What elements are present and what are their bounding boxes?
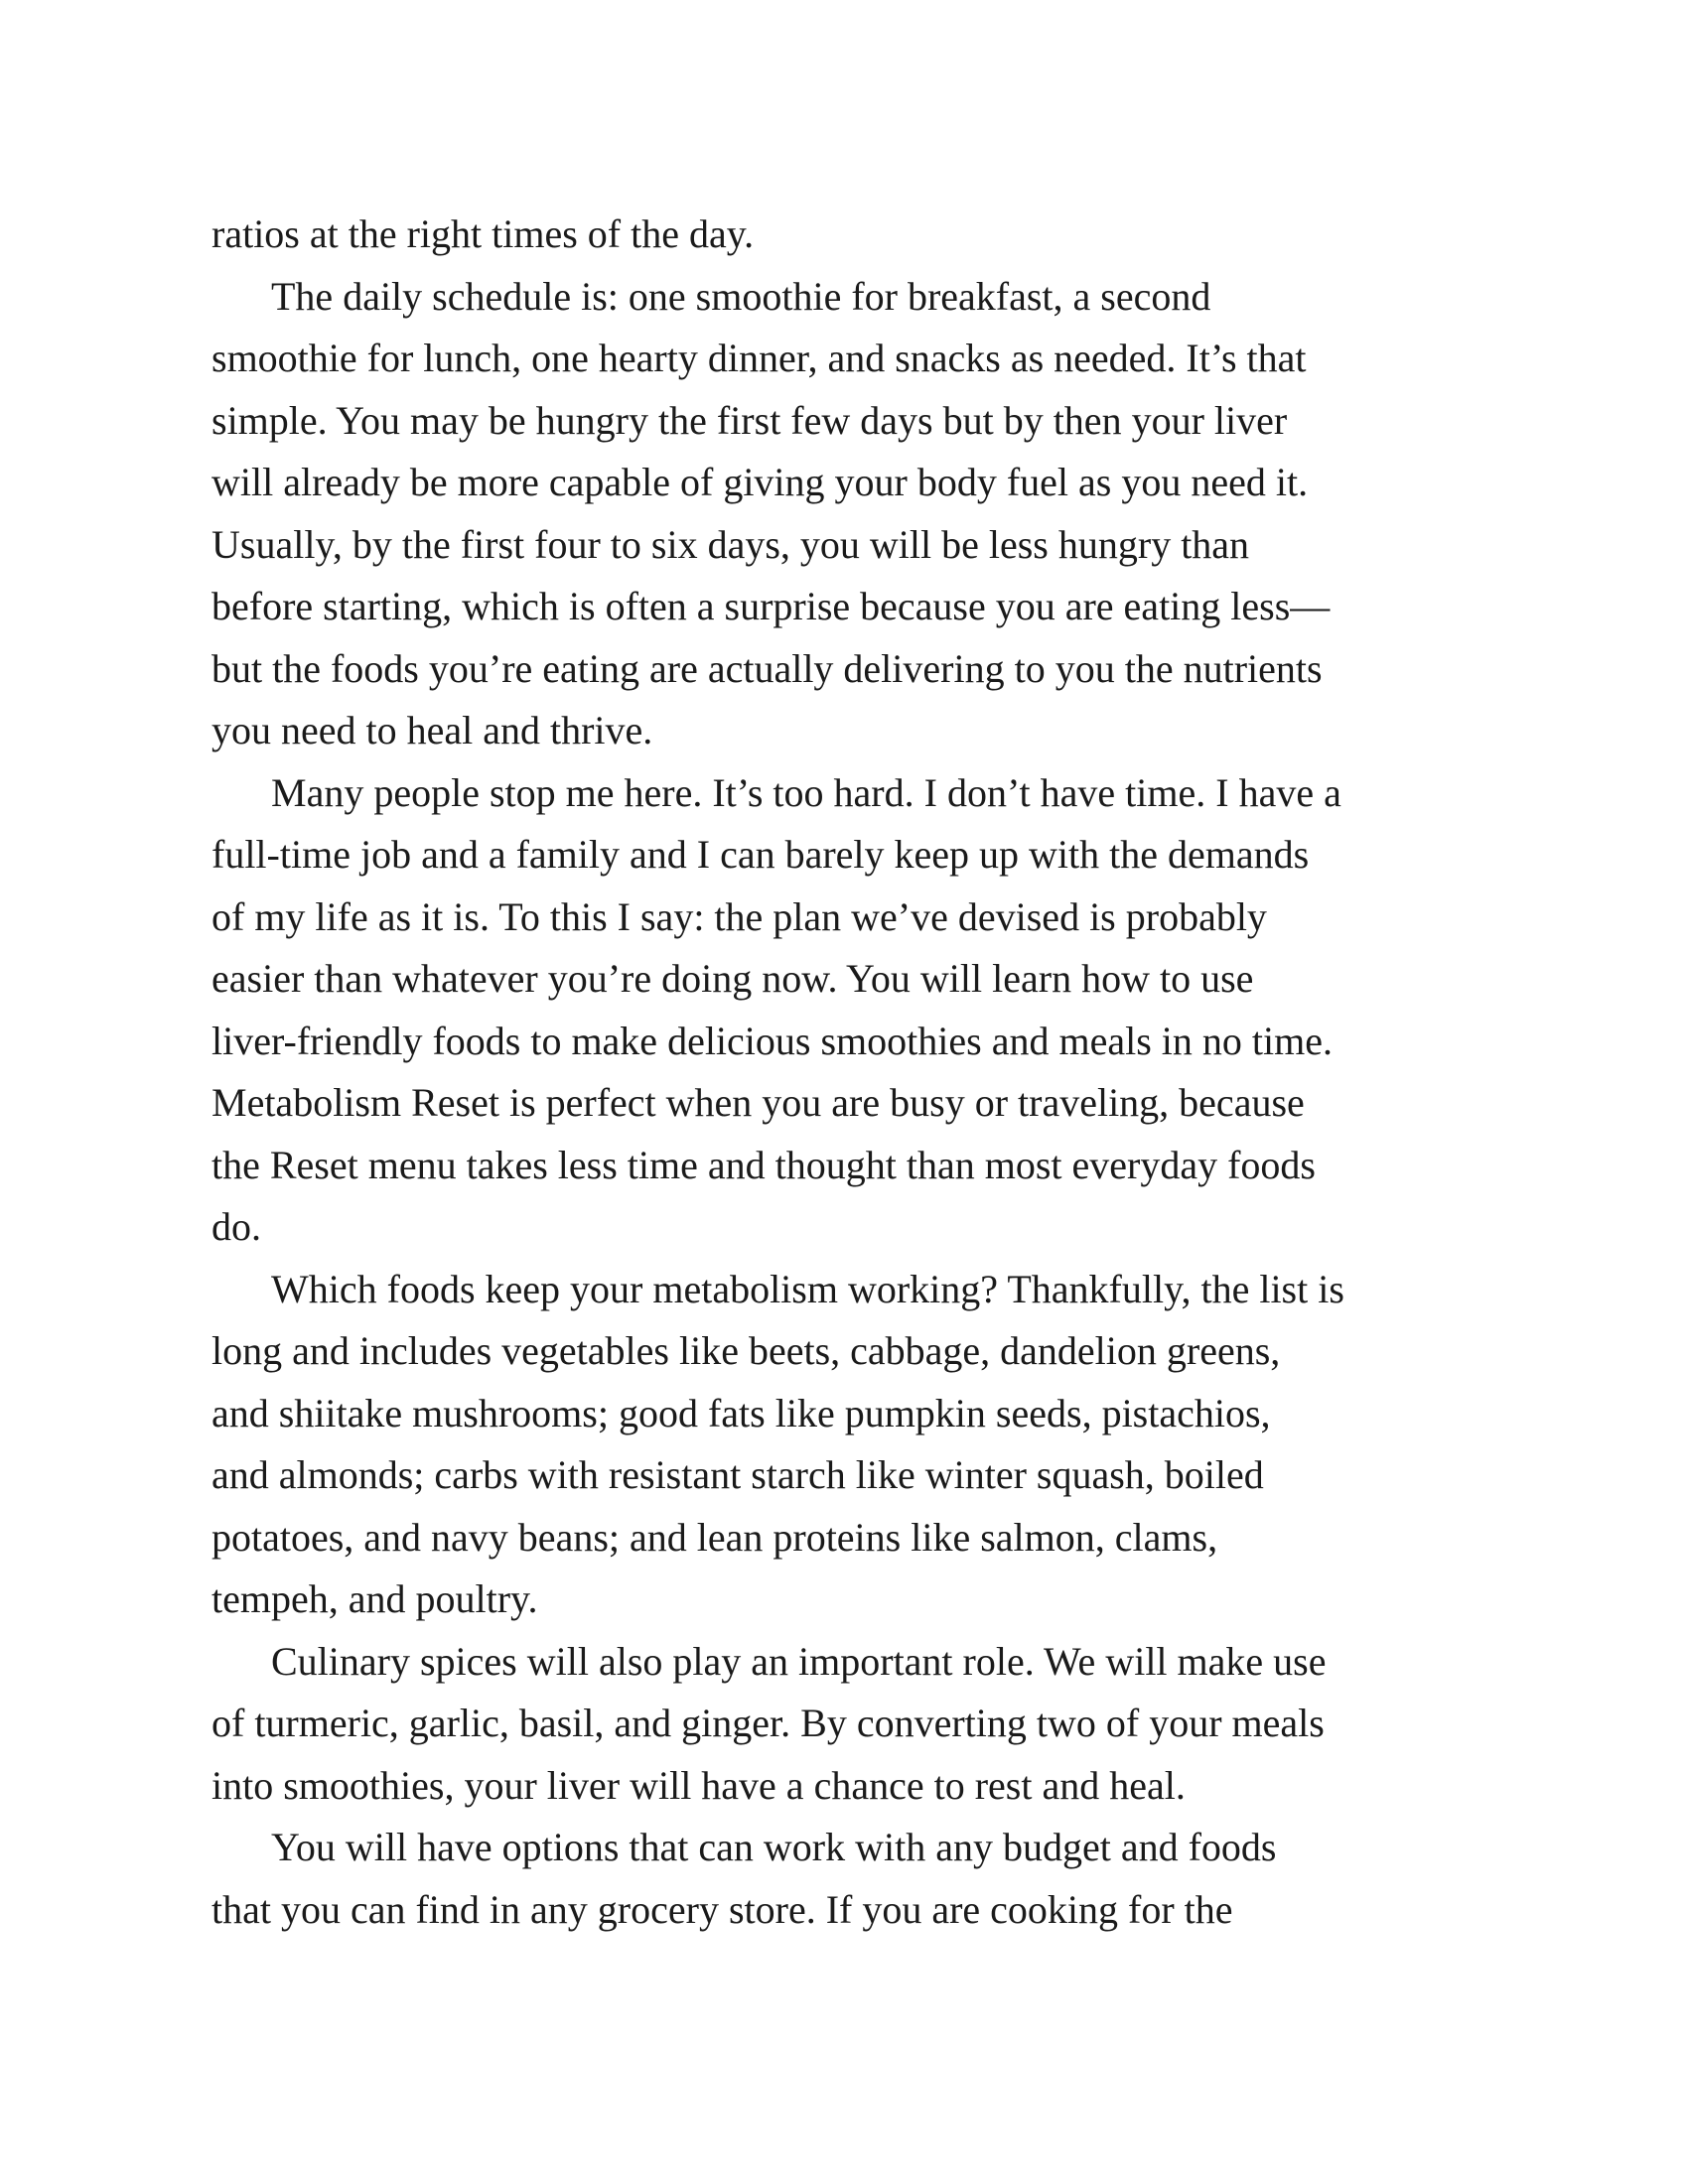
text-line: The daily schedule is: one smoothie for breakfast, a second [271,273,1211,319]
text-line: and shiitake mushrooms; good fats like pumpkin seeds, pistachios, [211,1390,1271,1435]
text-line: that you can find in any grocery store. If you are cooking for the [211,1886,1233,1932]
text-line: but the foods you’re eating are actually delivering to you the nutrients [211,645,1323,691]
text-line: You will have options that can work with any budget and foods [271,1825,1277,1869]
paragraph-5 [211,1631,1502,1818]
text-line: Culinary spices will also play an important role. We will make use [271,1638,1327,1684]
text-line: ratios at the right times of the day. [211,211,755,256]
text-line: liver-friendly foods to make delicious smoothies and meals in no time. [211,1018,1333,1063]
text-line: simple. You may be hungry the first few days but by then your liver [211,397,1288,443]
paragraph-4 [211,1259,1502,1631]
page-body [211,204,1502,1941]
paragraph-1 [211,204,1502,266]
paragraph-6 [211,1817,1502,1941]
text-line: do. [211,1204,261,1249]
text-line: will already be more capable of giving your body fuel as you need it. [211,460,1309,504]
text-line: of turmeric, garlic, basil, and ginger. By converting two of your meals [211,1701,1325,1745]
text-line: potatoes, and navy beans; and lean proteins like salmon, clams, [211,1514,1218,1560]
text-line: before starting, which is often a surprise because you are eating less— [211,584,1331,628]
paragraph-2 [211,266,1502,762]
text-line: you need to heal and thrive. [211,708,653,752]
text-line: Usually, by the first four to six days, you will be less hungry than [211,521,1250,567]
paragraph-3 [211,762,1502,1259]
text-line: Many people stop me here. It’s too hard. I don’t have time. I have a [271,769,1341,815]
text-line: into smoothies, your liver will have a chance to rest and heal. [211,1762,1186,1808]
text-line: Which foods keep your metabolism working? Thankfully, the list is [271,1266,1344,1311]
text-line: of my life as it is. To this I say: the plan we’ve devised is probably [211,893,1267,939]
text-line: and almonds; carbs with resistant starch like winter squash, boiled [211,1452,1264,1497]
text-line: easier than whatever you’re doing now. You will learn how to use [211,956,1254,1001]
text-line: full-time job and a family and I can barely keep up with the demands [211,832,1310,877]
text-line: long and includes vegetables like beets, cabbage, dandelion greens, [211,1328,1281,1373]
text-line: Metabolism Reset is perfect when you are busy or traveling, because [211,1080,1305,1125]
text-line: smoothie for lunch, one hearty dinner, and snacks as needed. It’s that [211,336,1307,380]
text-line: the Reset menu takes less time and thought than most everyday foods [211,1142,1316,1187]
text-line: tempeh, and poultry. [211,1576,538,1621]
